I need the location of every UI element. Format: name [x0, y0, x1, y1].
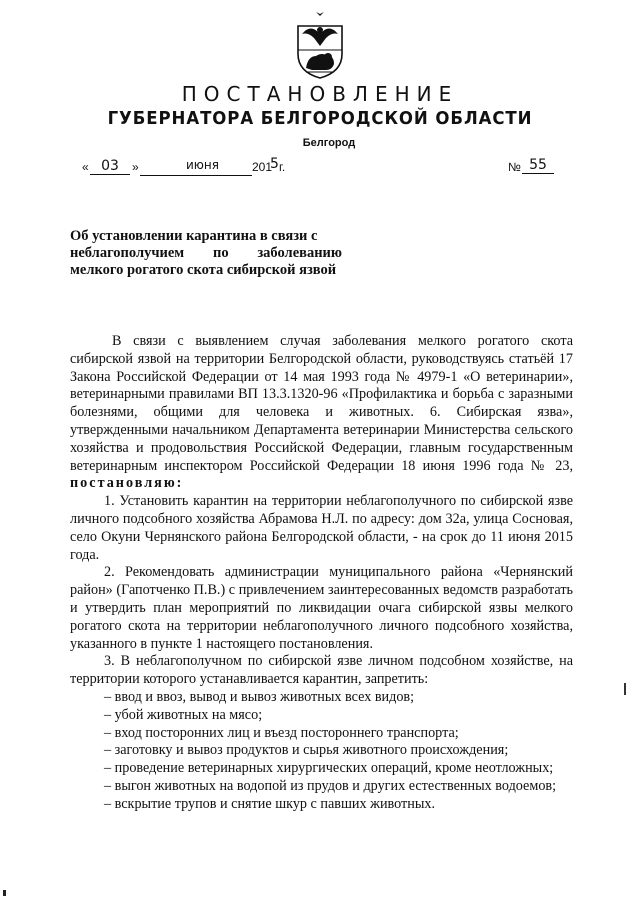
scan-mark [624, 683, 626, 695]
date-day: 03 [90, 158, 130, 175]
prohibition-item: – проведение ветеринарных хирургических операций, кроме неотложных; [104, 760, 554, 777]
clause-3: 3. В неблагополучном по сибирской язве личном подсобном хозяйстве, на территории которого устанавливается карантин, запретить: [70, 653, 573, 688]
document-number: 55 [522, 157, 554, 174]
prohibition-item: – вскрытие трупов и снятие шкур с павших животных. [104, 795, 436, 812]
date-year-suffix: 5 [270, 156, 279, 172]
city-name: Белгород [302, 137, 356, 149]
document-type-title: ПОСТАНОВЛЕНИЕ [181, 82, 459, 106]
subject-line-3: мелкого рогатого скота сибирской язвой [70, 262, 337, 278]
number-label: № [508, 160, 521, 174]
prohibition-item: – вход посторонних лиц и въезд постороннего транспорта; [104, 724, 459, 741]
scan-mark [3, 890, 6, 896]
decree-word: постановляю: [70, 475, 184, 492]
date-month: июня [186, 158, 219, 172]
prohibition-item: – заготовку и вывоз продуктов и сырья животного происхождения; [104, 742, 509, 759]
document-subject [70, 228, 342, 279]
clause-1: 1. Установить карантин на территории неблагополучного по сибирской язве личного подсобного хозяйства Абрамова Н.Л. по адресу: дом 32а, улица Сосновая, село Окуни Чернянского района Белгородской области, - на срок до 11 июня 2015 года. [70, 493, 573, 563]
belgorod-coat-of-arms-emblem [292, 10, 348, 80]
intro-paragraph: В связи с выявлением случая заболевания мелкого рогатого скота сибирской язвой на территории Белгородской области, руководствуясь статьёй 17 Закона Российской Федерации от 14 мая 1993 года № 4979-1 «О ветеринарии», ветеринарными правилами ВП 13.3.1320-96 «Профилактика и борьба с заразными болезнями, общими для человека и животных. 6. Сибирская язва», утвержденными начальником Департамента ветеринарии Министерства сельского хозяйства и продовольствия Российской Федерации, главным государственным ветеринарным инспектором Российской Федерации 18 июня 1996 года № 23, постановляю: [70, 333, 573, 492]
date-open-quote: « [82, 160, 89, 174]
date-year-abbr: г. [279, 160, 286, 174]
prohibition-item: – ввод и ввоз, вывод и вывоз животных всех видов; [104, 688, 415, 705]
subject-line-1: Об установлении карантина в связи с [70, 228, 318, 244]
clause-2: 2. Рекомендовать администрации муниципального района «Чернянский район» (Гапотченко П.В.) с привлечением заинтересованных ведомств разработать и утвердить план мероприятий по ликвидации очага сибирской язвы мелкого рогатого скота на территории неблагополучного личного подсобного хозяйства, указанного в пункте 1 настоящего постановления. [70, 564, 573, 652]
issuer-title: ГУБЕРНАТОРА БЕЛГОРОДСКОЙ ОБЛАСТИ [107, 108, 533, 129]
document-body [70, 333, 573, 814]
prohibition-item: – выгон животных на водопой из прудов и других естественных водоемов; [104, 777, 557, 794]
date-close-quote: » [132, 160, 139, 174]
subject-line-2: неблагополучием по заболеванию [70, 245, 342, 261]
date-year-prefix: 201 [252, 160, 273, 174]
prohibition-item: – убой животных на мясо; [104, 706, 263, 723]
